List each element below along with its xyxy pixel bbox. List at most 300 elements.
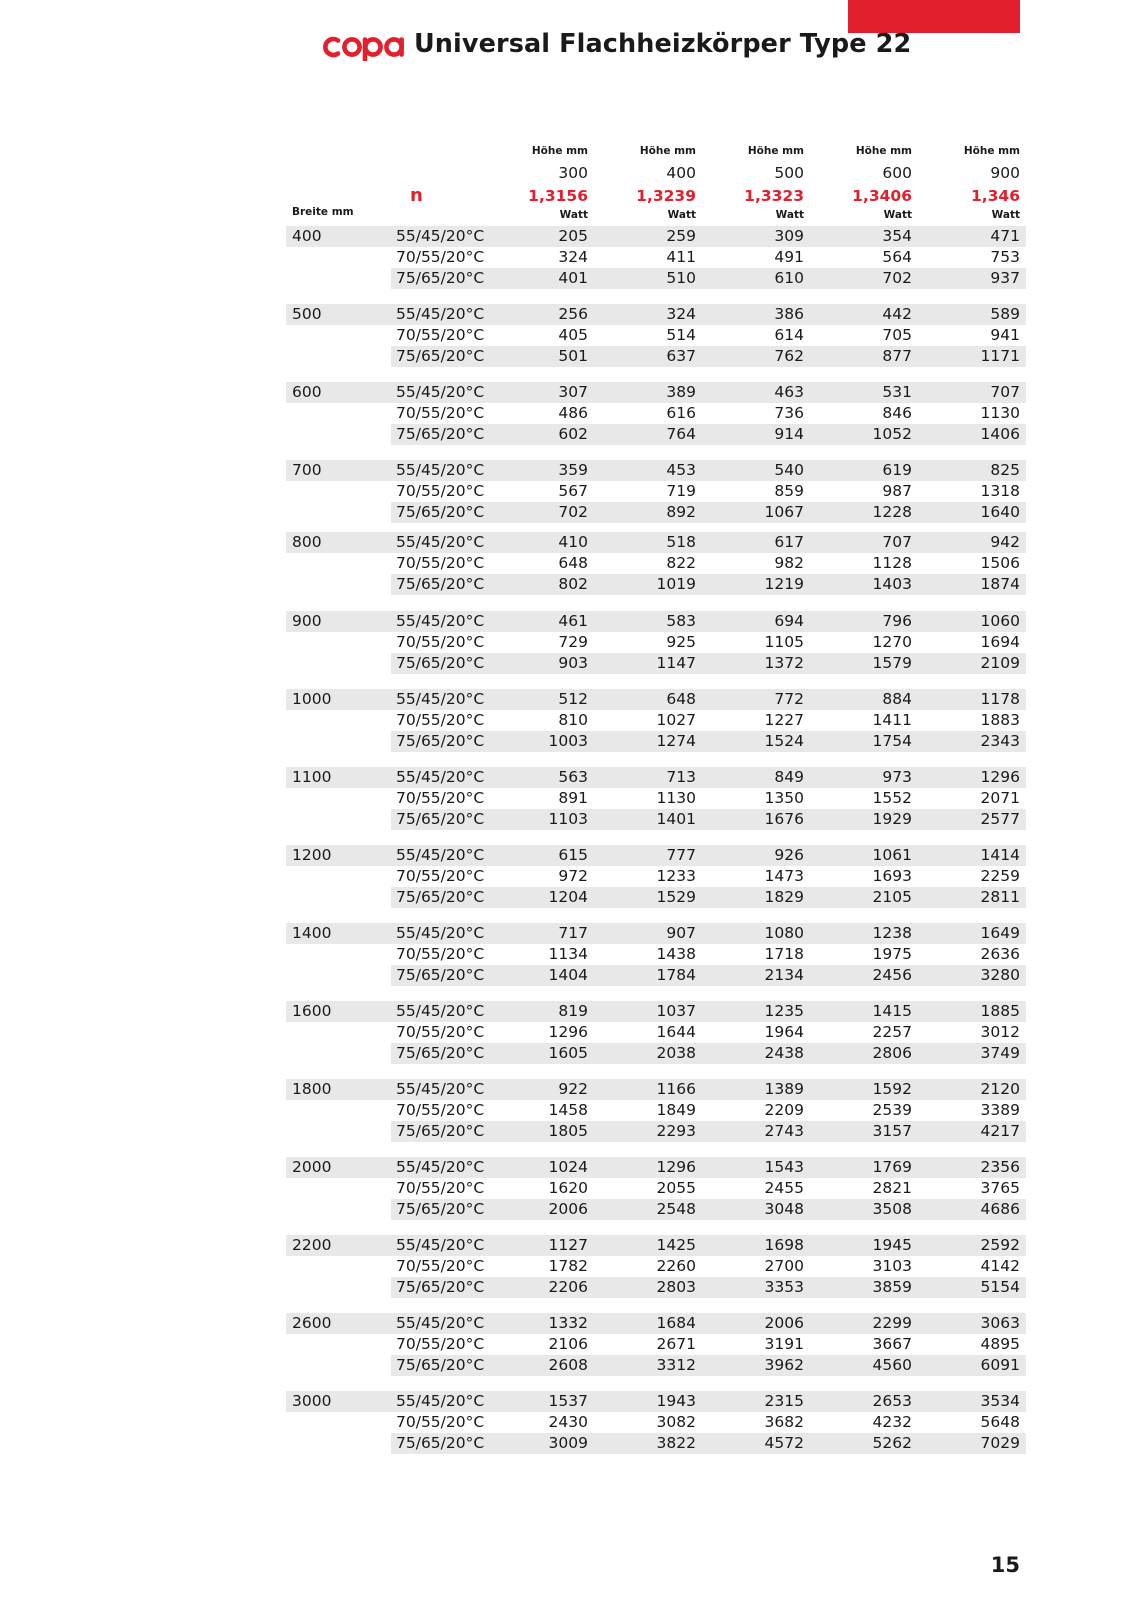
watt-value-cell: 354 (882, 227, 912, 245)
watt-value-cell: 705 (882, 326, 912, 344)
row-temperature-label: 55/45/20°C (396, 1080, 485, 1098)
watt-value-cell: 619 (882, 461, 912, 479)
watt-value-cell: 563 (558, 768, 588, 786)
watt-value-cell: 3157 (872, 1122, 912, 1140)
watt-value-cell: 1350 (764, 789, 804, 807)
watt-value-cell: 810 (558, 711, 588, 729)
row-width-label: 800 (292, 533, 322, 551)
watt-value-cell: 5154 (980, 1278, 1020, 1296)
watt-value-cell: 914 (774, 425, 804, 443)
row-temperature-label: 55/45/20°C (396, 690, 485, 708)
watt-value-cell: 2293 (656, 1122, 696, 1140)
watt-value-cell: 1037 (656, 1002, 696, 1020)
row-temperature-label: 55/45/20°C (396, 1236, 485, 1254)
row-temperature-label: 70/55/20°C (396, 711, 485, 729)
watt-value-cell: 471 (990, 227, 1020, 245)
watt-value-cell: 2806 (872, 1044, 912, 1062)
column-unit-label: Watt (775, 209, 804, 221)
watt-value-cell: 1219 (764, 575, 804, 593)
table-row (286, 845, 1026, 866)
breite-column-header: Breite mm (292, 206, 354, 218)
watt-value-cell: 2055 (656, 1179, 696, 1197)
row-temperature-label: 75/65/20°C (396, 1044, 485, 1062)
table-row (286, 1313, 1026, 1334)
watt-value-cell: 411 (666, 248, 696, 266)
watt-value-cell: 1233 (656, 867, 696, 885)
table-row (286, 247, 1026, 268)
watt-value-cell: 4560 (872, 1356, 912, 1374)
row-width-label: 500 (292, 305, 322, 323)
watt-value-cell: 903 (558, 654, 588, 672)
watt-value-cell: 1579 (872, 654, 912, 672)
watt-value-cell: 1805 (548, 1122, 588, 1140)
column-hoehe-label: Höhe mm (639, 145, 696, 157)
table-row (286, 887, 1026, 908)
watt-value-cell: 3103 (872, 1257, 912, 1275)
table-row (286, 268, 1026, 289)
row-temperature-label: 70/55/20°C (396, 554, 485, 572)
watt-value-cell: 972 (558, 867, 588, 885)
watt-value-cell: 1296 (656, 1158, 696, 1176)
watt-value-cell: 3012 (980, 1023, 1020, 1041)
row-temperature-label: 70/55/20°C (396, 633, 485, 651)
row-temperature-label: 75/65/20°C (396, 732, 485, 750)
column-n-exponent: 1,3239 (636, 187, 696, 205)
watt-value-cell: 614 (774, 326, 804, 344)
watt-value-cell: 2299 (872, 1314, 912, 1332)
table-row (286, 1235, 1026, 1256)
watt-value-cell: 389 (666, 383, 696, 401)
watt-value-cell: 1128 (872, 554, 912, 572)
watt-value-cell: 2700 (764, 1257, 804, 1275)
watt-value-cell: 1235 (764, 1002, 804, 1020)
table-row (286, 460, 1026, 481)
column-height-value: 300 (558, 164, 588, 182)
table-row (286, 809, 1026, 830)
watt-value-cell: 3508 (872, 1200, 912, 1218)
watt-value-cell: 1592 (872, 1080, 912, 1098)
watt-value-cell: 1649 (980, 924, 1020, 942)
watt-value-cell: 1640 (980, 503, 1020, 521)
row-temperature-label: 75/65/20°C (396, 1434, 485, 1452)
table-row (286, 866, 1026, 887)
row-temperature-label: 75/65/20°C (396, 425, 485, 443)
watt-value-cell: 942 (990, 533, 1020, 551)
watt-value-cell: 2671 (656, 1335, 696, 1353)
watt-value-cell: 648 (666, 690, 696, 708)
table-row (286, 965, 1026, 986)
watt-value-cell: 401 (558, 269, 588, 287)
watt-value-cell: 1404 (548, 966, 588, 984)
watt-value-cell: 4895 (980, 1335, 1020, 1353)
watt-value-cell: 3048 (764, 1200, 804, 1218)
watt-value-cell: 937 (990, 269, 1020, 287)
watt-value-cell: 1238 (872, 924, 912, 942)
watt-value-cell: 1389 (764, 1080, 804, 1098)
column-unit-label: Watt (883, 209, 912, 221)
watt-value-cell: 1130 (656, 789, 696, 807)
watt-value-cell: 1529 (656, 888, 696, 906)
watt-value-cell: 6091 (980, 1356, 1020, 1374)
column-height-value: 400 (666, 164, 696, 182)
watt-value-cell: 2038 (656, 1044, 696, 1062)
watt-value-cell: 849 (774, 768, 804, 786)
watt-value-cell: 1885 (980, 1002, 1020, 1020)
watt-value-cell: 2356 (980, 1158, 1020, 1176)
watt-value-cell: 1676 (764, 810, 804, 828)
watt-value-cell: 1147 (656, 654, 696, 672)
watt-value-cell: 1171 (980, 347, 1020, 365)
watt-value-cell: 1401 (656, 810, 696, 828)
watt-value-cell: 564 (882, 248, 912, 266)
column-n-exponent: 1,346 (970, 187, 1020, 205)
table-row (286, 788, 1026, 809)
watt-value-cell: 512 (558, 690, 588, 708)
watt-value-cell: 2006 (548, 1200, 588, 1218)
table-row (286, 1178, 1026, 1199)
watt-value-cell: 1754 (872, 732, 912, 750)
watt-value-cell: 1694 (980, 633, 1020, 651)
row-temperature-label: 55/45/20°C (396, 1392, 485, 1410)
row-temperature-label: 55/45/20°C (396, 227, 485, 245)
watt-value-cell: 410 (558, 533, 588, 551)
watt-value-cell: 386 (774, 305, 804, 323)
watt-value-cell: 2109 (980, 654, 1020, 672)
row-temperature-label: 55/45/20°C (396, 461, 485, 479)
watt-value-cell: 3191 (764, 1335, 804, 1353)
watt-value-cell: 736 (774, 404, 804, 422)
table-row (286, 481, 1026, 502)
table-row (286, 923, 1026, 944)
watt-value-cell: 796 (882, 612, 912, 630)
watt-value-cell: 819 (558, 1002, 588, 1020)
row-width-label: 2600 (292, 1314, 332, 1332)
table-row (286, 325, 1026, 346)
row-temperature-label: 55/45/20°C (396, 305, 485, 323)
watt-value-cell: 1782 (548, 1257, 588, 1275)
watt-value-cell: 2548 (656, 1200, 696, 1218)
watt-value-cell: 2343 (980, 732, 1020, 750)
watt-value-cell: 941 (990, 326, 1020, 344)
row-temperature-label: 70/55/20°C (396, 1335, 485, 1353)
watt-value-cell: 4217 (980, 1122, 1020, 1140)
watt-value-cell: 3822 (656, 1434, 696, 1452)
table-row (286, 304, 1026, 325)
table-row (286, 1100, 1026, 1121)
watt-value-cell: 2803 (656, 1278, 696, 1296)
watt-value-cell: 1506 (980, 554, 1020, 572)
row-temperature-label: 70/55/20°C (396, 1257, 485, 1275)
watt-value-cell: 1080 (764, 924, 804, 942)
watt-value-cell: 4142 (980, 1257, 1020, 1275)
watt-value-cell: 1204 (548, 888, 588, 906)
row-temperature-label: 70/55/20°C (396, 482, 485, 500)
column-hoehe-label: Höhe mm (747, 145, 804, 157)
watt-value-cell: 1458 (548, 1101, 588, 1119)
page-header (320, 24, 911, 64)
table-row (286, 346, 1026, 367)
row-temperature-label: 55/45/20°C (396, 1158, 485, 1176)
watt-value-cell: 922 (558, 1080, 588, 1098)
watt-value-cell: 777 (666, 846, 696, 864)
row-temperature-label: 75/65/20°C (396, 575, 485, 593)
watt-value-cell: 1296 (548, 1023, 588, 1041)
watt-value-cell: 610 (774, 269, 804, 287)
row-temperature-label: 70/55/20°C (396, 1023, 485, 1041)
row-temperature-label: 70/55/20°C (396, 789, 485, 807)
watt-value-cell: 1103 (548, 810, 588, 828)
row-temperature-label: 70/55/20°C (396, 1179, 485, 1197)
table-row (286, 1334, 1026, 1355)
row-width-label: 1800 (292, 1080, 332, 1098)
watt-value-cell: 707 (882, 533, 912, 551)
watt-value-cell: 2430 (548, 1413, 588, 1431)
watt-value-cell: 926 (774, 846, 804, 864)
watt-value-cell: 1403 (872, 575, 912, 593)
copa-logo (320, 27, 408, 61)
watt-value-cell: 1019 (656, 575, 696, 593)
watt-value-cell: 2821 (872, 1179, 912, 1197)
watt-value-cell: 2653 (872, 1392, 912, 1410)
watt-value-cell: 259 (666, 227, 696, 245)
watt-value-cell: 2260 (656, 1257, 696, 1275)
watt-value-cell: 3063 (980, 1314, 1020, 1332)
row-temperature-label: 75/65/20°C (396, 503, 485, 521)
watt-value-cell: 1438 (656, 945, 696, 963)
row-temperature-label: 75/65/20°C (396, 654, 485, 672)
column-unit-label: Watt (667, 209, 696, 221)
watt-value-cell: 2259 (980, 867, 1020, 885)
watt-value-cell: 877 (882, 347, 912, 365)
watt-value-cell: 1943 (656, 1392, 696, 1410)
watt-value-cell: 2438 (764, 1044, 804, 1062)
row-temperature-label: 70/55/20°C (396, 945, 485, 963)
page-number: 15 (990, 1553, 1020, 1577)
row-temperature-label: 55/45/20°C (396, 768, 485, 786)
watt-value-cell: 637 (666, 347, 696, 365)
table-row (286, 710, 1026, 731)
table-row (286, 767, 1026, 788)
watt-value-cell: 702 (882, 269, 912, 287)
watt-value-cell: 982 (774, 554, 804, 572)
column-height-value: 600 (882, 164, 912, 182)
row-temperature-label: 75/65/20°C (396, 888, 485, 906)
watt-value-cell: 846 (882, 404, 912, 422)
watt-value-cell: 648 (558, 554, 588, 572)
watt-value-cell: 359 (558, 461, 588, 479)
watt-value-cell: 518 (666, 533, 696, 551)
watt-value-cell: 1178 (980, 690, 1020, 708)
watt-value-cell: 719 (666, 482, 696, 500)
watt-value-cell: 1060 (980, 612, 1020, 630)
watt-value-cell: 1318 (980, 482, 1020, 500)
row-temperature-label: 55/45/20°C (396, 1314, 485, 1332)
watt-value-cell: 463 (774, 383, 804, 401)
watt-value-cell: 3682 (764, 1413, 804, 1431)
row-width-label: 400 (292, 227, 322, 245)
watt-value-cell: 1067 (764, 503, 804, 521)
watt-value-cell: 616 (666, 404, 696, 422)
watt-value-cell: 1620 (548, 1179, 588, 1197)
watt-value-cell: 1406 (980, 425, 1020, 443)
watt-value-cell: 907 (666, 924, 696, 942)
row-temperature-label: 55/45/20°C (396, 1002, 485, 1020)
table-row (286, 1121, 1026, 1142)
row-temperature-label: 75/65/20°C (396, 810, 485, 828)
row-temperature-label: 75/65/20°C (396, 966, 485, 984)
row-temperature-label: 75/65/20°C (396, 1356, 485, 1374)
watt-value-cell: 1644 (656, 1023, 696, 1041)
watt-value-cell: 1718 (764, 945, 804, 963)
watt-value-cell: 1296 (980, 768, 1020, 786)
watt-value-cell: 2257 (872, 1023, 912, 1041)
watt-value-cell: 540 (774, 461, 804, 479)
watt-value-cell: 1372 (764, 654, 804, 672)
watt-value-cell: 2006 (764, 1314, 804, 1332)
row-temperature-label: 70/55/20°C (396, 326, 485, 344)
watt-value-cell: 1024 (548, 1158, 588, 1176)
column-hoehe-label: Höhe mm (963, 145, 1020, 157)
watt-value-cell: 602 (558, 425, 588, 443)
watt-value-cell: 694 (774, 612, 804, 630)
watt-value-cell: 1693 (872, 867, 912, 885)
row-temperature-label: 70/55/20°C (396, 1101, 485, 1119)
row-temperature-label: 75/65/20°C (396, 1278, 485, 1296)
watt-value-cell: 1874 (980, 575, 1020, 593)
watt-value-cell: 4686 (980, 1200, 1020, 1218)
watt-value-cell: 1929 (872, 810, 912, 828)
watt-value-cell: 1061 (872, 846, 912, 864)
table-row (286, 611, 1026, 632)
watt-value-cell: 1684 (656, 1314, 696, 1332)
watt-value-cell: 2105 (872, 888, 912, 906)
row-width-label: 900 (292, 612, 322, 630)
watt-value-cell: 2743 (764, 1122, 804, 1140)
watt-value-cell: 324 (666, 305, 696, 323)
watt-value-cell: 2577 (980, 810, 1020, 828)
watt-value-cell: 2315 (764, 1392, 804, 1410)
watt-value-cell: 1473 (764, 867, 804, 885)
row-temperature-label: 55/45/20°C (396, 924, 485, 942)
watt-value-cell: 453 (666, 461, 696, 479)
watt-value-cell: 2071 (980, 789, 1020, 807)
watt-value-cell: 324 (558, 248, 588, 266)
row-width-label: 2000 (292, 1158, 332, 1176)
watt-value-cell: 1698 (764, 1236, 804, 1254)
watt-value-cell: 1270 (872, 633, 912, 651)
watt-value-cell: 514 (666, 326, 696, 344)
watt-value-cell: 1829 (764, 888, 804, 906)
row-temperature-label: 55/45/20°C (396, 533, 485, 551)
table-row (286, 382, 1026, 403)
watt-value-cell: 702 (558, 503, 588, 521)
watt-value-cell: 729 (558, 633, 588, 651)
row-temperature-label: 70/55/20°C (396, 404, 485, 422)
watt-value-cell: 1784 (656, 966, 696, 984)
watt-value-cell: 2592 (980, 1236, 1020, 1254)
watt-value-cell: 713 (666, 768, 696, 786)
table-row (286, 632, 1026, 653)
watt-value-cell: 753 (990, 248, 1020, 266)
watt-value-cell: 1414 (980, 846, 1020, 864)
watt-value-cell: 3389 (980, 1101, 1020, 1119)
watt-value-cell: 1027 (656, 711, 696, 729)
watt-value-cell: 822 (666, 554, 696, 572)
row-width-label: 700 (292, 461, 322, 479)
table-row (286, 944, 1026, 965)
table-row (286, 1022, 1026, 1043)
watt-value-cell: 2608 (548, 1356, 588, 1374)
watt-value-cell: 3312 (656, 1356, 696, 1374)
watt-value-cell: 1227 (764, 711, 804, 729)
table-row (286, 1043, 1026, 1064)
watt-value-cell: 891 (558, 789, 588, 807)
watt-value-cell: 717 (558, 924, 588, 942)
watt-value-cell: 3353 (764, 1278, 804, 1296)
table-row (286, 1391, 1026, 1412)
row-width-label: 600 (292, 383, 322, 401)
watt-value-cell: 884 (882, 690, 912, 708)
watt-value-cell: 3859 (872, 1278, 912, 1296)
row-width-label: 2200 (292, 1236, 332, 1254)
watt-value-cell: 1537 (548, 1392, 588, 1410)
watt-value-cell: 1552 (872, 789, 912, 807)
column-n-exponent: 1,3406 (852, 187, 912, 205)
watt-value-cell: 461 (558, 612, 588, 630)
watt-value-cell: 1003 (548, 732, 588, 750)
watt-value-cell: 3009 (548, 1434, 588, 1452)
watt-value-cell: 2106 (548, 1335, 588, 1353)
column-unit-label: Watt (559, 209, 588, 221)
table-row (286, 1157, 1026, 1178)
watt-value-cell: 892 (666, 503, 696, 521)
watt-value-cell: 1605 (548, 1044, 588, 1062)
table-row (286, 403, 1026, 424)
table-row (286, 689, 1026, 710)
watt-value-cell: 3667 (872, 1335, 912, 1353)
table-row (286, 1256, 1026, 1277)
watt-value-cell: 5262 (872, 1434, 912, 1452)
watt-value-cell: 2120 (980, 1080, 1020, 1098)
watt-value-cell: 1332 (548, 1314, 588, 1332)
watt-value-cell: 4572 (764, 1434, 804, 1452)
watt-value-cell: 825 (990, 461, 1020, 479)
row-width-label: 3000 (292, 1392, 332, 1410)
watt-value-cell: 442 (882, 305, 912, 323)
watt-value-cell: 589 (990, 305, 1020, 323)
watt-value-cell: 2206 (548, 1278, 588, 1296)
watt-value-cell: 973 (882, 768, 912, 786)
watt-value-cell: 5648 (980, 1413, 1020, 1431)
table-row (286, 1355, 1026, 1376)
watt-value-cell: 1127 (548, 1236, 588, 1254)
watt-value-cell: 2134 (764, 966, 804, 984)
watt-value-cell: 2811 (980, 888, 1020, 906)
column-n-exponent: 1,3323 (744, 187, 804, 205)
row-width-label: 1200 (292, 846, 332, 864)
watt-value-cell: 987 (882, 482, 912, 500)
watt-value-cell: 764 (666, 425, 696, 443)
watt-value-cell: 1411 (872, 711, 912, 729)
watt-value-cell: 583 (666, 612, 696, 630)
row-width-label: 1600 (292, 1002, 332, 1020)
column-hoehe-label: Höhe mm (855, 145, 912, 157)
watt-value-cell: 1543 (764, 1158, 804, 1176)
watt-value-cell: 1524 (764, 732, 804, 750)
watt-value-cell: 3280 (980, 966, 1020, 984)
watt-value-cell: 3749 (980, 1044, 1020, 1062)
watt-value-cell: 1769 (872, 1158, 912, 1176)
